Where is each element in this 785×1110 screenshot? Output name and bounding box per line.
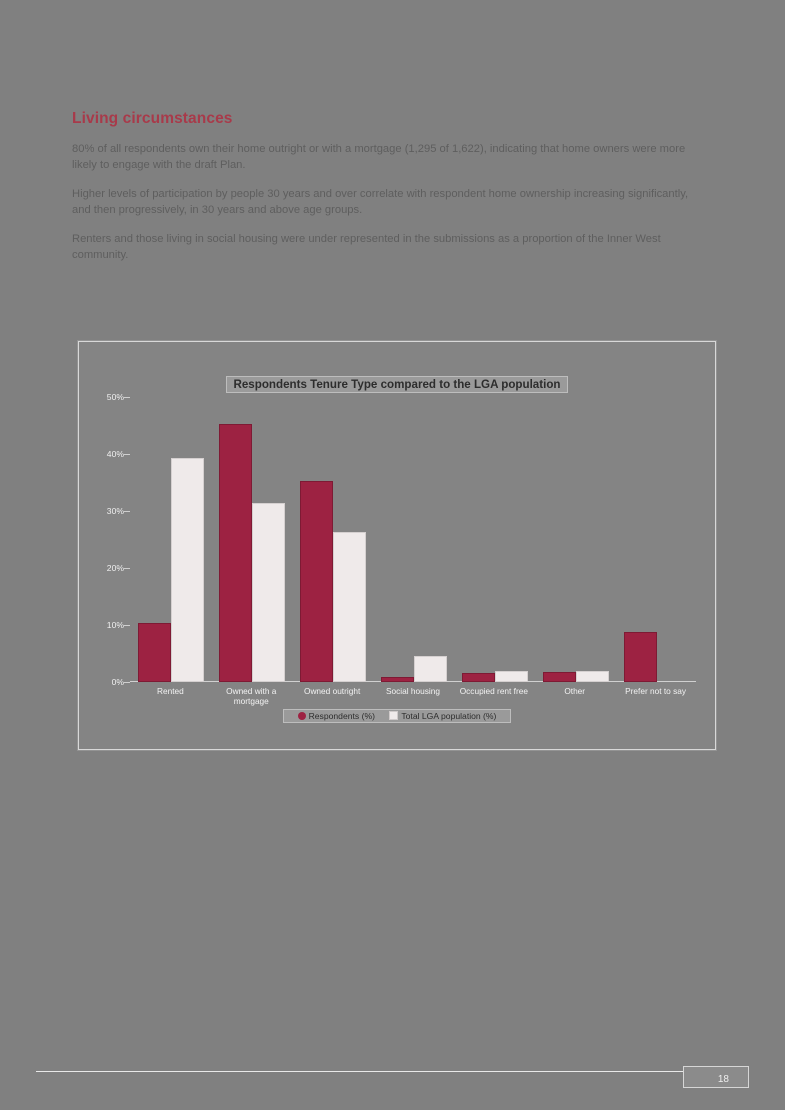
x-axis-label: Rented: [157, 686, 184, 696]
y-axis-label: 20%: [106, 563, 124, 573]
legend-label-lga: Total LGA population (%): [401, 711, 497, 721]
page-number: 18: [717, 1074, 729, 1085]
y-axis-label: 10%: [106, 620, 124, 630]
bar: [624, 632, 657, 682]
bar-group: [130, 397, 211, 696]
footer-divider: [36, 1071, 749, 1072]
legend-swatch-icon: [298, 712, 306, 720]
x-axis-label: Owned outright: [303, 686, 361, 696]
paragraph-1: 80% of all respondents own their home outright or with a mortgage (1,295 of 1,622), indicating that home owners were more likely to engage with the draft Plan.: [72, 143, 686, 171]
bar-group: [534, 397, 615, 696]
y-axis-label: 30%: [106, 506, 124, 516]
x-axis-label: Occupied rent free: [459, 686, 528, 696]
x-axis-label: Other: [564, 686, 586, 696]
bar: [495, 671, 528, 682]
chart-legend: [88, 706, 706, 724]
y-axis-label: 50%: [106, 392, 124, 402]
y-axis-label: 40%: [106, 449, 124, 459]
chart-title: Respondents Tenure Type compared to the LGA population: [226, 376, 567, 393]
bar: [462, 673, 495, 682]
bar: [300, 481, 333, 683]
bar: [171, 458, 204, 682]
bar: [414, 656, 447, 682]
legend-item-respondents: [298, 711, 375, 721]
bar: [333, 532, 366, 682]
paragraph-3: Renters and those living in social housing were under represented in the submissions as a proportion of the Inner West community.: [72, 233, 661, 261]
y-axis-label: 0%: [111, 677, 124, 687]
bar-group: [453, 397, 534, 696]
bar-group: [211, 397, 292, 706]
legend-swatch-icon: [389, 711, 398, 720]
legend-inner: [283, 709, 512, 723]
legend-item-lga: [389, 711, 496, 721]
bar-group: [373, 397, 454, 696]
paragraph-2: Higher levels of participation by people 30 years and over correlate with respondent home ownership increasing significantly, and then progressively, in 30 years and above age groups.: [72, 188, 689, 216]
bar: [252, 503, 285, 682]
y-axis-tick: [124, 682, 130, 683]
bar: [219, 424, 252, 683]
bar: [543, 672, 576, 682]
x-axis-label: Prefer not to say: [625, 686, 686, 696]
chart-area: [88, 349, 706, 741]
page-number-box: [683, 1066, 749, 1088]
x-axis-label: Owned with a mortgage: [226, 686, 277, 706]
chart-card: [78, 341, 716, 750]
legend-label-respondents: Respondents (%): [308, 711, 375, 721]
bar: [576, 671, 609, 682]
page-title: Living circumstances: [72, 110, 233, 127]
bar: [381, 677, 414, 682]
bar-group: [615, 397, 696, 696]
x-axis-label: Social housing: [386, 686, 440, 696]
bar-group: [292, 397, 373, 696]
chart-plot-area: [106, 392, 696, 706]
document-body: [72, 110, 712, 277]
chart-title-wrap: [88, 375, 706, 393]
bar: [138, 623, 171, 682]
